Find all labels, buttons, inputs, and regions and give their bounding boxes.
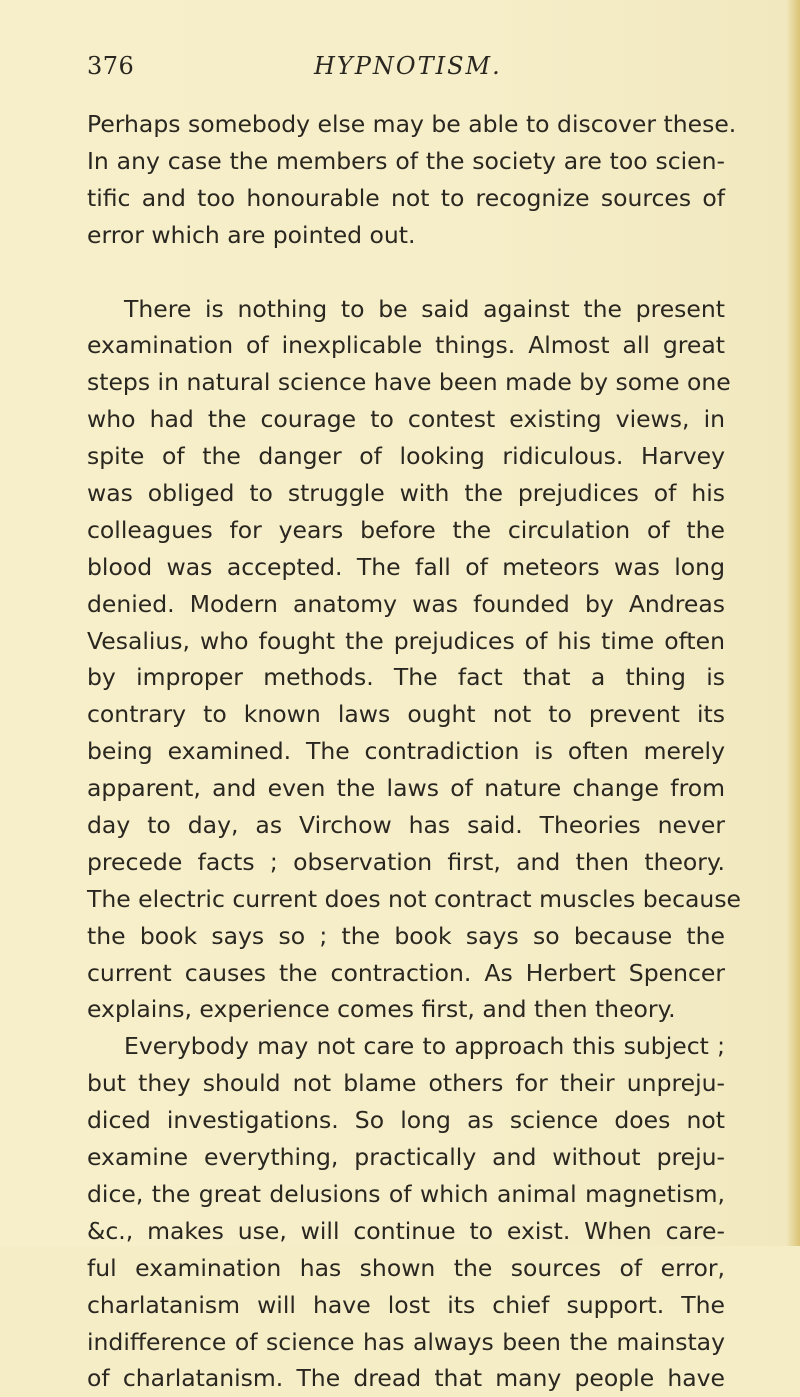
- text-line: charlatanism will have lost its chief support. The: [87, 1290, 725, 1319]
- paragraph-gap: [87, 254, 725, 291]
- page-edge-shadow: [786, 0, 800, 1246]
- text-line: ful examination has shown the sources of error,: [87, 1253, 725, 1282]
- text-line: &c., makes use, will continue to exist. When care-: [87, 1216, 725, 1245]
- text-line: Everybody may not care to approach this subject ;: [124, 1032, 725, 1061]
- text-line: denied. Modern anatomy was founded by Andreas: [87, 589, 725, 618]
- text-line: Perhaps somebody else may be able to discover these.: [87, 110, 737, 138]
- text-line: tific and too honourable not to recognize sources of: [87, 183, 725, 212]
- text-line: There is nothing to be said against the present: [124, 294, 725, 323]
- text-line: examine everything, practically and without preju-: [87, 1143, 725, 1172]
- text-line: being examined. The contradiction is often merely: [87, 737, 725, 766]
- text-line: contrary to known laws ought not to prevent its: [87, 700, 725, 729]
- text-line: The electric current does not contract muscles because: [87, 884, 742, 913]
- text-line: was obliged to struggle with the prejudices of his: [87, 479, 725, 508]
- text-line: apparent, and even the laws of nature change from: [87, 774, 725, 803]
- text-line: examination of inexplicable things. Almost all great: [87, 331, 725, 360]
- text-line: In any case the members of the society are too scien-: [87, 146, 725, 175]
- text-line: Vesalius, who fought the prejudices of his time often: [87, 626, 725, 655]
- text-line: of charlatanism. The dread that many people have: [87, 1364, 725, 1393]
- text-line: day to day, as Virchow has said. Theories never: [87, 811, 725, 840]
- text-line: spite of the danger of looking ridiculous. Harvey: [87, 442, 725, 471]
- text-line: explains, experience comes first, and then theory.: [87, 995, 676, 1024]
- text-line: precede facts ; observation first, and then theory.: [87, 847, 725, 876]
- running-title: HYPNOTISM.: [314, 52, 502, 80]
- page-header: [87, 52, 727, 92]
- text-line: but they should not blame others for their unpreju-: [87, 1069, 725, 1098]
- text-line: diced investigations. So long as science does not: [87, 1106, 725, 1135]
- text-line: steps in natural science have been made by some one: [87, 368, 731, 397]
- text-line: indifference of science has always been the mainstay: [87, 1327, 725, 1356]
- body-text: [87, 106, 742, 1397]
- text-line: dice, the great delusions of which animal magnetism,: [87, 1179, 725, 1208]
- text-line: the book says so ; the book says so because the: [87, 921, 725, 950]
- text-line: who had the courage to contest existing views, in: [87, 405, 725, 434]
- text-line: error which are pointed out.: [87, 220, 416, 249]
- page-number: 376: [87, 52, 135, 80]
- text-line: blood was accepted. The fall of meteors was long: [87, 552, 725, 581]
- text-line: current causes the contraction. As Herbert Spencer: [87, 958, 725, 987]
- text-line: colleagues for years before the circulation of the: [87, 515, 725, 544]
- text-line: by improper methods. The fact that a thing is: [87, 663, 725, 692]
